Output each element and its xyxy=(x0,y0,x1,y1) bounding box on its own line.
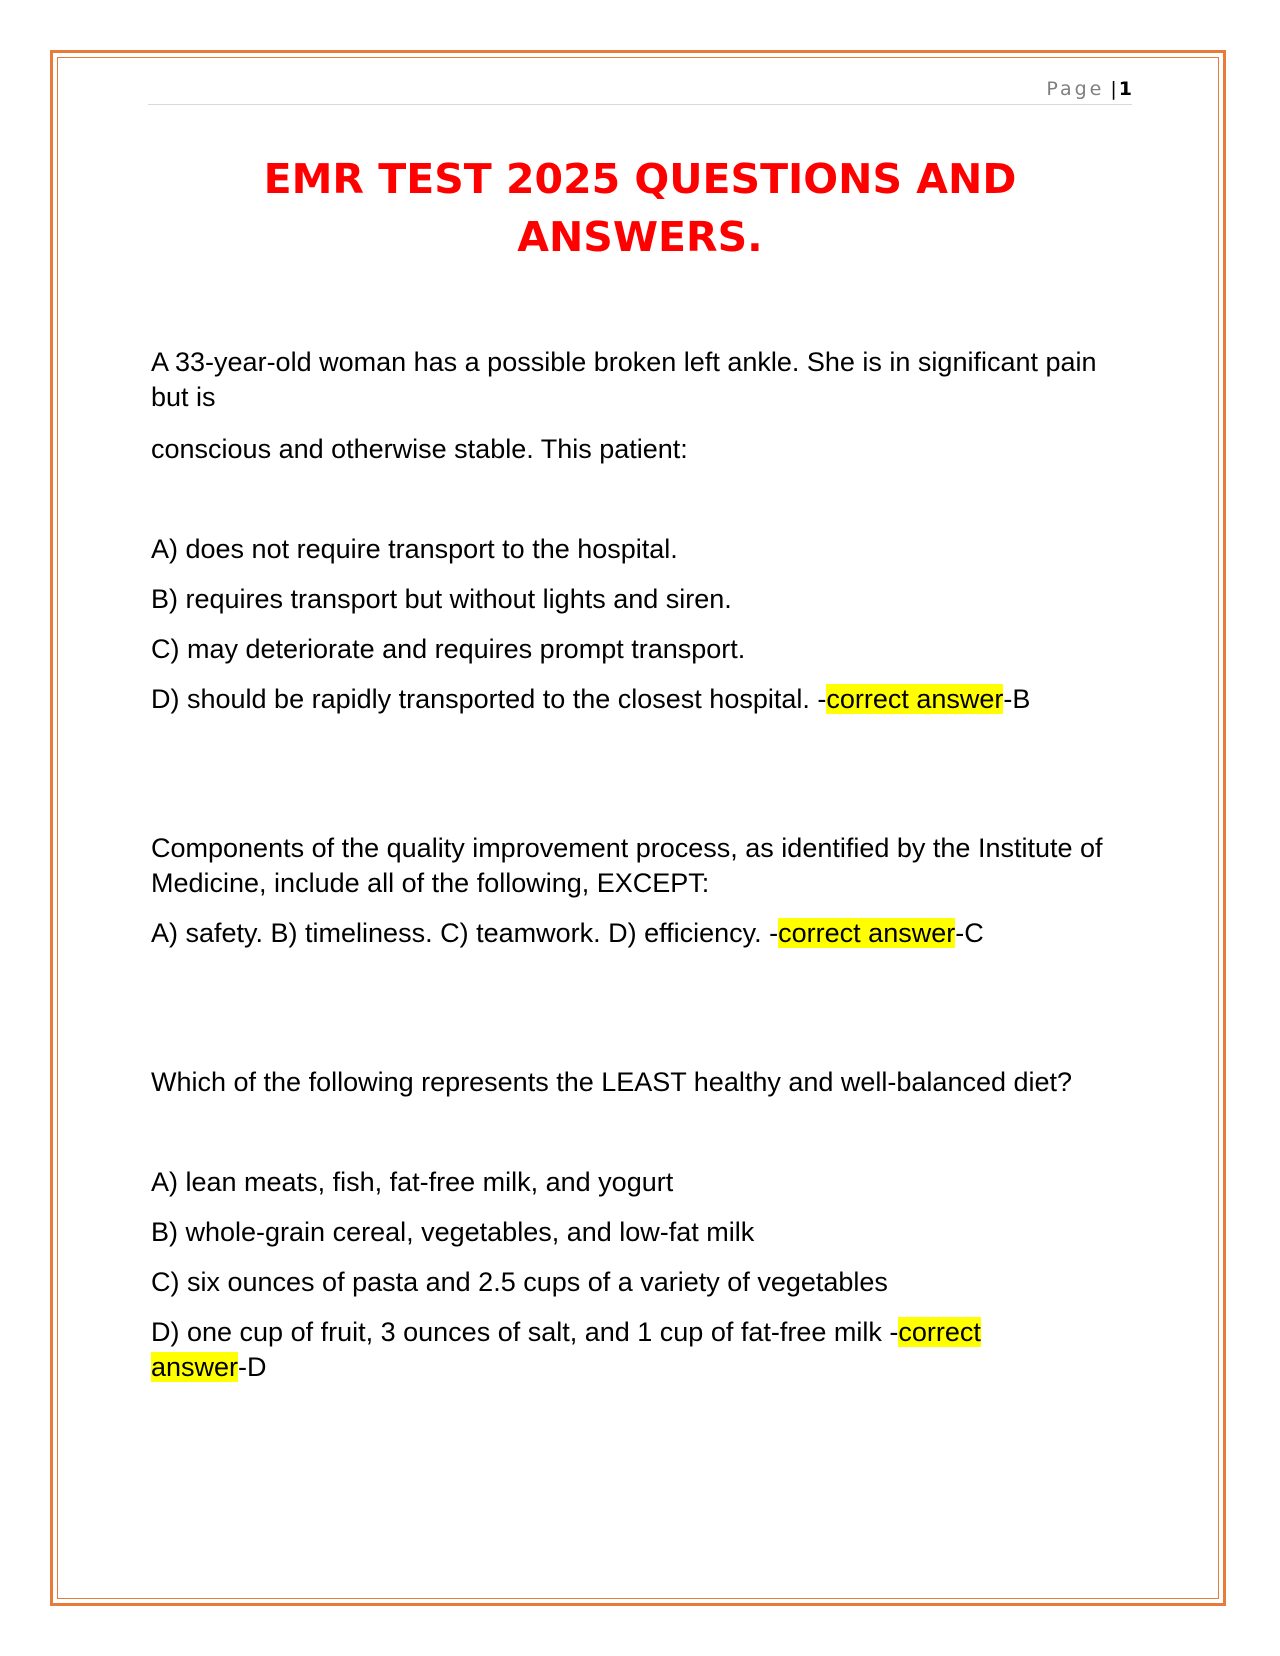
question-1-option-a: A) does not require transport to the hospital. xyxy=(151,534,678,564)
question-2 xyxy=(151,831,1126,951)
question-3-option-a: A) lean meats, fish, fat-free milk, and yogurt xyxy=(151,1167,674,1197)
question-2-answer-highlight: correct answer xyxy=(778,918,956,948)
question-3-option-d xyxy=(151,1315,1126,1385)
questions-content xyxy=(151,345,1126,1385)
question-2-options-text: A) safety. B) timeliness. C) teamwork. D) efficiency. - xyxy=(151,918,779,948)
question-1-stem-cont: conscious and otherwise stable. This patient: xyxy=(151,434,688,464)
question-1-answer-highlight: correct answer xyxy=(826,684,1004,714)
title-line-2: ANSWERS. xyxy=(517,213,763,261)
question-3-option-b: B) whole-grain cereal, vegetables, and low-fat milk xyxy=(151,1217,755,1247)
question-2-stem: Components of the quality improvement process, as identified by the Institute of Medicine, include all of the following, EXCEPT: xyxy=(151,833,1103,898)
question-1-answer-letter: -B xyxy=(1003,684,1031,714)
question-3-answer-letter: -D xyxy=(238,1352,267,1382)
question-3-option-c: C) six ounces of pasta and 2.5 cups of a variety of vegetables xyxy=(151,1267,888,1297)
question-1-option-d xyxy=(151,682,1126,717)
question-1-option-d-text: D) should be rapidly transported to the closest hospital. - xyxy=(151,684,827,714)
title-line-1: EMR TEST 2025 QUESTIONS AND xyxy=(263,155,1017,203)
question-3-answer-highlight-part2: answer xyxy=(151,1352,239,1382)
question-2-answer-letter: -C xyxy=(955,918,984,948)
question-1-option-c: C) may deteriorate and requires prompt transport. xyxy=(151,634,746,664)
page-label: Page xyxy=(1046,78,1105,100)
question-3-option-d-text: D) one cup of fruit, 3 ounces of salt, and 1 cup of fat-free milk - xyxy=(151,1317,899,1347)
question-1 xyxy=(151,345,1126,717)
question-1-stem: A 33-year-old woman has a possible broken left ankle. She is in significant pain but is xyxy=(151,347,1097,412)
page-number: 1 xyxy=(1118,78,1132,100)
page-header xyxy=(148,78,1132,105)
question-1-option-b: B) requires transport but without lights and siren. xyxy=(151,584,732,614)
question-2-options xyxy=(151,916,1126,951)
document-title xyxy=(148,150,1132,266)
page-separator: | xyxy=(1110,78,1117,100)
question-3-answer-highlight-part1: correct xyxy=(898,1317,981,1347)
question-3 xyxy=(151,1065,1126,1385)
question-3-stem: Which of the following represents the LEAST healthy and well-balanced diet? xyxy=(151,1067,1073,1097)
